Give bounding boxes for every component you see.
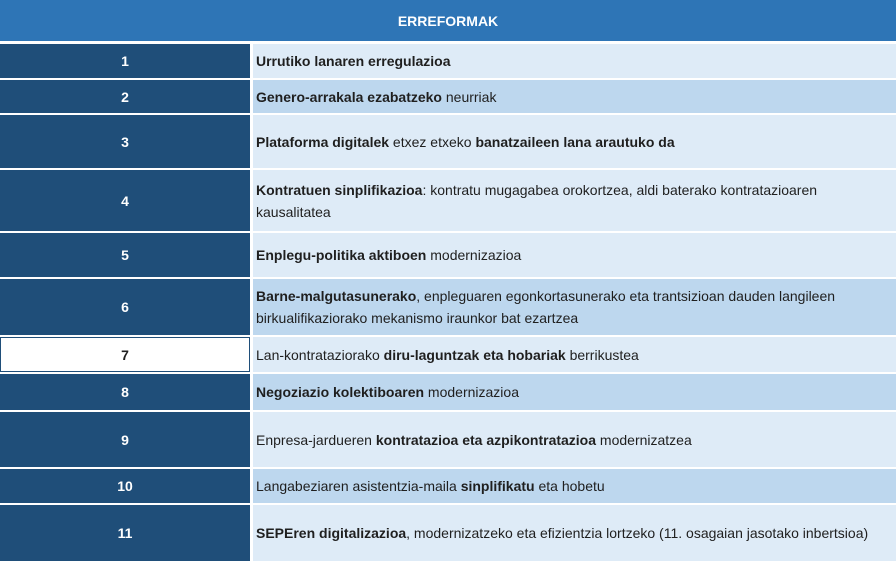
row-description: [253, 469, 896, 503]
row-description: [253, 44, 896, 78]
bold-text: banatzaileen lana arautuko da: [475, 133, 675, 150]
row-description: [253, 170, 896, 231]
table-row: [0, 44, 896, 78]
row-description: [253, 233, 896, 277]
text-fragment: eta hobetu: [534, 478, 605, 494]
table-row: [0, 337, 896, 372]
table-title: ERREFORMAK: [397, 12, 499, 29]
row-description: [253, 505, 896, 561]
text-fragment: : kontratu mugagabea orokortzea, aldi baterako kontratazioaren kausalitatea: [256, 181, 818, 220]
row-number: 5: [0, 233, 250, 277]
row-description: [253, 80, 896, 113]
text-fragment: Enpresa-jardueren: [256, 431, 376, 448]
row-description: [253, 279, 896, 335]
table-row: [0, 170, 896, 231]
row-number: 6: [0, 279, 250, 335]
text-fragment: , modernizatzeko eta efizientzia lortzeko (11. osagaian jasotako inbertsioa): [406, 525, 869, 541]
row-description: [253, 374, 896, 410]
bold-text: Plataforma digitalek: [256, 133, 390, 150]
row-number: 1: [0, 44, 250, 78]
row-description: [253, 115, 896, 168]
table-row: [0, 279, 896, 335]
table-row: [0, 374, 896, 410]
row-number: 2: [0, 80, 250, 113]
text-fragment: , enpleguaren egonkortasunerako eta trantsizioan dauden langileen birkualifikaziorako mekanismo iraunkor bat ezartzea: [256, 288, 836, 326]
bold-text: sinplifikatu: [460, 478, 535, 494]
text-fragment: modernizazioa: [426, 247, 522, 263]
row-number: 4: [0, 170, 250, 231]
table-header: [0, 0, 896, 41]
row-number: 3: [0, 115, 250, 168]
row-number: 9: [0, 412, 250, 467]
row-description: [253, 337, 896, 372]
bold-text: SEPEren digitalizazioa: [256, 525, 407, 541]
row-number: 10: [0, 469, 250, 503]
row-number: 7: [0, 337, 250, 372]
table-row: [0, 505, 896, 561]
table-row: [0, 412, 896, 467]
table-row: [0, 115, 896, 168]
bold-text: Genero-arrakala ezabatzeko: [256, 88, 442, 105]
bold-text: Enplegu-politika aktiboen: [256, 247, 427, 263]
bold-text: Urrutiko lanaren erregulazioa: [256, 53, 451, 69]
text-fragment: neurriak: [441, 88, 497, 105]
table-row: [0, 233, 896, 277]
row-number: 8: [0, 374, 250, 410]
row-description: [253, 412, 896, 467]
bold-text: Barne-malgutasunerako: [256, 288, 417, 304]
row-number: 11: [0, 505, 250, 561]
text-fragment: berrikustea: [565, 346, 639, 363]
text-fragment: modernizatzea: [596, 431, 692, 448]
bold-text: kontratazioa eta azpikontratazioa: [375, 431, 597, 448]
text-fragment: etxez etxeko: [389, 133, 476, 150]
text-fragment: Lan-kontrataziorako: [256, 346, 384, 363]
bold-text: Kontratuen sinplifikazioa: [256, 181, 423, 198]
text-fragment: modernizazioa: [424, 384, 519, 400]
table-row: [0, 469, 896, 503]
text-fragment: Langabeziaren asistentzia-maila: [256, 478, 461, 494]
table-row: [0, 80, 896, 113]
bold-text: Negoziazio kolektiboaren: [256, 384, 425, 400]
bold-text: diru-laguntzak eta hobariak: [383, 346, 566, 363]
